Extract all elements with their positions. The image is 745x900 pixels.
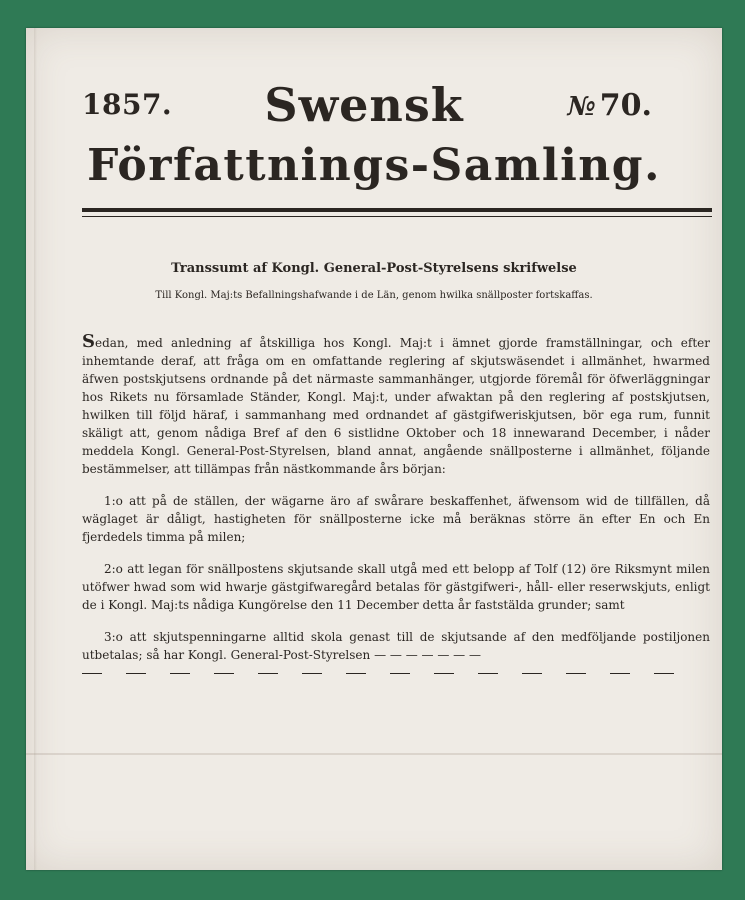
document-body	[82, 333, 710, 682]
list-item-1: 1:o att på de ställen, der wägarne äro af swårare beskaffenhet, äfwensom wid de tillfällen, då wäglaget är dåligt, hastigheten för snällposterne icke må beräknas större än efter En och En fjerdedels timma på milen;	[82, 494, 710, 544]
intro-paragraph-text: edan, med anledning af åtskilliga hos Kongl. Maj:t i ämnet gjorde framställningar, och efter inhemtande deraf, att fråga om en omfattande reglering af skjutswäsendet i allmänhet, hwarmed äfwen postskjutsens ordnande på det närmaste sammanhänger, utgjorde föremål för öfwerläggningar hos Rikets nu församlade Ständer, Kongl. Maj:t, under afwaktan på den reglering af postskjutsen, hwilken till följd häraf, i sammanhang med ordnandet af gästgifweriskjutsen, bör ega rum, funnit skäligt att, genom nådiga Bref af den 6 sistlidne Oktober och 18 innewarand December, i nåder meddela Kongl. General-Post-Styrelsen, bland annat, angående snällposterne i allmänhet, följande bestämmelser, att tillämpas från nästkommande års början:	[82, 336, 710, 476]
intro-paragraph	[82, 333, 710, 478]
masthead-rule-thin	[82, 216, 712, 217]
document-heading: Transsumt af Kongl. General-Post-Styrelsens skrifwelse	[171, 261, 577, 276]
number-sign: №	[567, 92, 596, 122]
continuation-dashes	[82, 664, 710, 682]
drop-cap: S	[82, 331, 95, 352]
document-page	[26, 28, 722, 870]
document-subheading: Till Kongl. Maj:ts Befallningshafwande i de Län, genom hwilka snällposter fortskaffas.	[155, 290, 593, 301]
masthead-rule-thick	[82, 208, 712, 212]
list-item-2: 2:o att legan för snällpostens skjutsande skall utgå med ett belopp af Tolf (12) öre Riksmynt milen utöfwer hwad som wid hwarje gästgifwaregård betalas för gästgifweri-, håll- eller reserwskjuts, enligt de i Kongl. Maj:ts nådiga Kungörelse den 11 December detta år faststälda grunder; samt	[82, 562, 710, 612]
issue-number	[568, 88, 652, 123]
masthead	[26, 28, 722, 228]
list-item-3: 3:o att skjutspenningarne alltid skola genast till de skjutsande af den medföljande postiljonen utbetalas; så har Kongl. General-Post-Styrelsen — — — — — — —	[82, 630, 710, 662]
issue-number-value: 70.	[599, 88, 652, 123]
publication-year: 1857.	[82, 88, 173, 121]
title-line-1: Swensk	[264, 78, 464, 132]
title-line-2: Författnings-Samling.	[87, 140, 661, 191]
